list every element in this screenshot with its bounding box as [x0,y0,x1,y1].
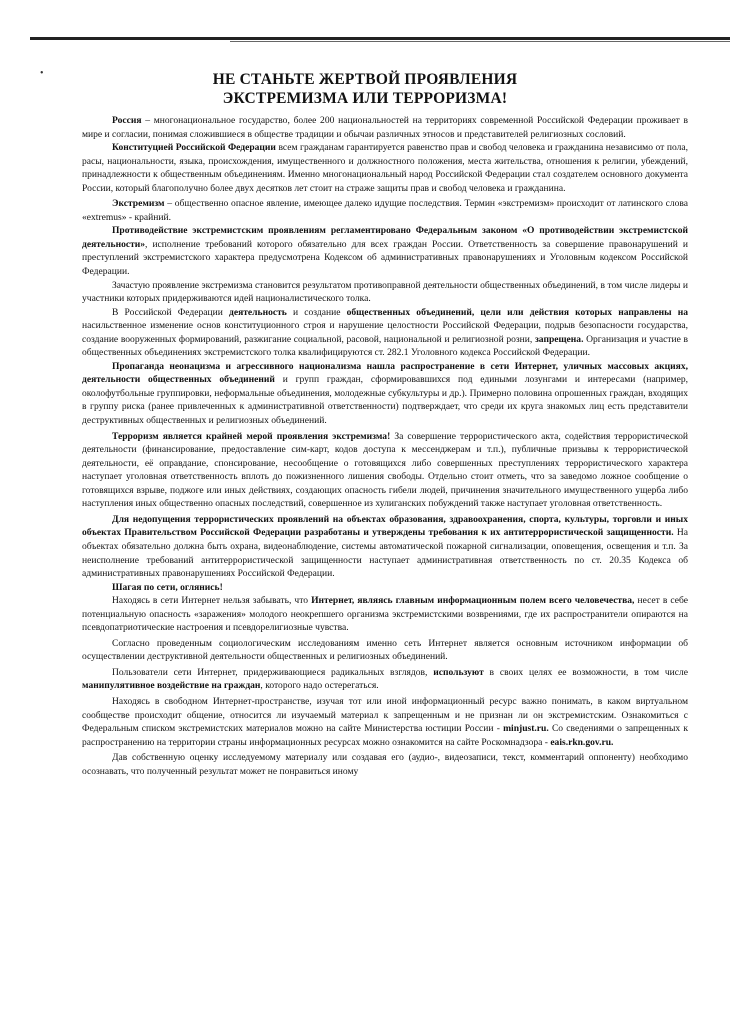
paragraph-users [82,666,688,693]
text: Согласно проведенным социологическим исследованиям именно сеть Интернет является основным источником информации об осуществлении деструктивной деятельности общественных и религиозных объединений. [82,637,688,663]
paragraph-russia [82,114,688,141]
text: Зачастую проявление экстремизма становится результатом противоправной деятельности общественных объединений, в том числе лидеры и участники которых придерживаются идей националистического толка. [82,279,688,305]
bold-text: Терроризм является крайней мерой проявления экстремизма! [112,430,391,442]
text: в своих целях ее возможности, в том числе [483,666,688,678]
text: Пользователи сети Интернет, придерживающиеся радикальных взглядов, [112,666,434,678]
bold-text: Противодействие экстремистским проявлениям регламентировано Федеральным законом «О противодействии экстремистской деятельности» [82,225,688,250]
text: насильственное изменение основ конституционного строя и нарушение целостности Российской Федерации, подрыв безопасности государства, создание вооруженных формирований, разжигание социальной, расовой, национальной и религиозной розни, [82,320,688,345]
paragraph-counteraction [82,224,688,278]
document-body [82,114,688,778]
text: несет в себе потенциальную опасность «заражения» молодого неокрепшего организма экстремистскими возврениями, где их распространители опираются на псевдопатриотические настроения и псевдорелигиозные чувства. [82,595,688,634]
paragraph-propaganda [82,360,688,428]
bold-text: общественных объединений, цели или действия которых направлены на [346,306,688,318]
text: Находясь в свободном Интернет-пространстве, изучая тот или иной информационный ресурс важно понимать, в каком виртуальном сообществе происходит общение, относится ли изучаемый материал к запрещенным и не признан ли он экстремистским. Ознакомиться с Федеральным списком экстремистских материалов можно на сайте Министерства юстиции России - [82,695,688,735]
paragraph-assessment [82,751,688,778]
bold-text: запрещена. [534,333,584,345]
bold-text: Пропаганда неонацизма и агрессивного национализма нашла распространение в сети Интернет, уличных массовых акциях, деятельности общественных объединений [82,360,688,386]
text: и создание [286,306,347,318]
bold-text: Шагая по сети, оглянись! [112,581,223,593]
text: Находясь в сети Интернет нельзя забывать, что [112,595,312,607]
link-text-minjust: minjust.ru. [503,723,549,735]
text: – многонациональное государство, более 200 национальностей на территориях современной Российской Федерации проживает в мире и согласии, понимая сложившиеся в обществе традиции и обычаи различных этносов и представителей религиозных сословий. [82,115,688,140]
document-title [60,70,670,108]
bold-text: манипулятивное воздействие на граждан [82,680,261,692]
bold-text: Конституцией Российской Федерации [112,142,276,154]
text: На объектах обязательно должна быть охрана, видеонаблюдение, системы автоматической пожарной сигнализации, оповещения, освещения и т.п. За неисполнение требований антитеррористической защищенности наступает административная ответственность по ст. 20.35 Кодекса об административных правонарушениях Российской Федерации. [82,527,688,580]
text: Организация и участие в общественных объединениях экстремистского толка квалифицируются ст. 282.1 Уголовного кодекса Российской Федерации. [82,333,689,359]
paragraph-research [82,637,688,664]
paragraph-extremism [82,197,688,224]
top-border-line [30,37,730,40]
paragraph-associations [82,279,688,306]
paragraph-terrorism [82,430,688,511]
bold-text: Для недопущения террористических проявлений на объектах образования, здравоохранения, спорта, культуры, торговли и иных объектах Правительством Российской Федерации разработаны и утверждены требования к их антитеррористической защищенности. [82,513,688,539]
bold-text: Интернет, являясь главным информационным полем всего человечества, [311,595,635,607]
bold-text: Россия [112,115,142,126]
text: всем гражданам гарантируется равенство прав и свобод человека и гражданина независимо от пола, расы, национальности, языка, происхождения, имущественного и должностного положения, места жительства, отношения к религии, убеждений, принадлежности к общественным объединениям. Именно многонациональный народ Российской Федерации стал создателем основного документа России, который благополучно более двух десятков лет стоит на страже защиты прав и свобод человека и гражданина. [82,142,688,194]
text: Дав собственную оценку исследуемому материалу или создавая его (аудио-, видеозаписи, текст, комментарий оппоненту) необходимо осознавать, что полученный результат может не понравиться иному [82,752,688,777]
text: За совершение террористического акта, содействия террористической деятельности (финансирование, предоставление сим-карт, кодов доступа к мессенджерам и т.п.), публичные призывы к террористической деятельности, её оправдание, спонсирование, несообщение о готовящихся либо совершенных преступлениях террористического характера наступает уголовная ответственность вплоть до пожизненного лишения свободы. Отдельно стоит отметь, что за заведомо ложное сообщение о готовящихся взрыве, поджоге или иных действиях, создающих опасность гибели людей, причинения значительного имущественного ущерба либо наступления иных общественно опасных последствий, совершенное из хулиганских побуждений также наступает уголовная ответственность. [82,430,688,510]
link-text-rkn: eais.rkn.gov.ru. [550,736,614,748]
title-line-1: НЕ СТАНЬТЕ ЖЕРТВОЙ ПРОЯВЛЕНИЯ [212,71,518,88]
title-line-2: ЭКСТРЕМИЗМА ИЛИ ТЕРРОРИЗМА! [222,90,508,107]
text: Со сведениями о запрещенных к распространению на территории страны информационных ресурсах можно ознакомится на сайте Роскомнадзора - [82,723,688,748]
scan-speck: • [40,68,44,79]
paragraph-protection [82,513,688,581]
text: , которого надо остерегаться. [260,680,379,692]
text: – общественно опасное явление, имеющее далеко идущие последствия. Термин «экстремизм» происходит от латинского слова «extremus» - крайний. [82,198,688,223]
paragraph-internet [82,594,688,635]
paragraph-constitution [82,141,688,195]
text: В Российской Федерации [112,306,230,318]
paragraph-subheading [82,581,688,595]
bold-text: используют [433,666,484,678]
bold-text: Экстремизм [112,198,165,210]
bold-text: деятельность [229,306,287,318]
paragraph-prohibition [82,306,688,360]
text: и групп граждан, сформировавшихся под едиными лозунгами и интересами (например, околофутбольные группировки, неформальные объединения, молодежные субкультуры и др.). Примерно половина опрошенных граждан, входящих в группу риска (ранее привлеченных к административной ответственности) подтверждает, что среди их круга знакомых лиц есть представители деструктивных общественных и религиозных объединений. [82,374,688,427]
paragraph-resources [82,695,688,749]
top-border-line-thin [230,41,730,42]
text: , исполнение требований которого обязательно для всех граждан России. Ответственность за совершение правонарушений и преступлений экстремистского характера предусмотрена Кодексом об административных правонарушениях и Уголовным кодексом Российской Федерации. [82,238,688,278]
